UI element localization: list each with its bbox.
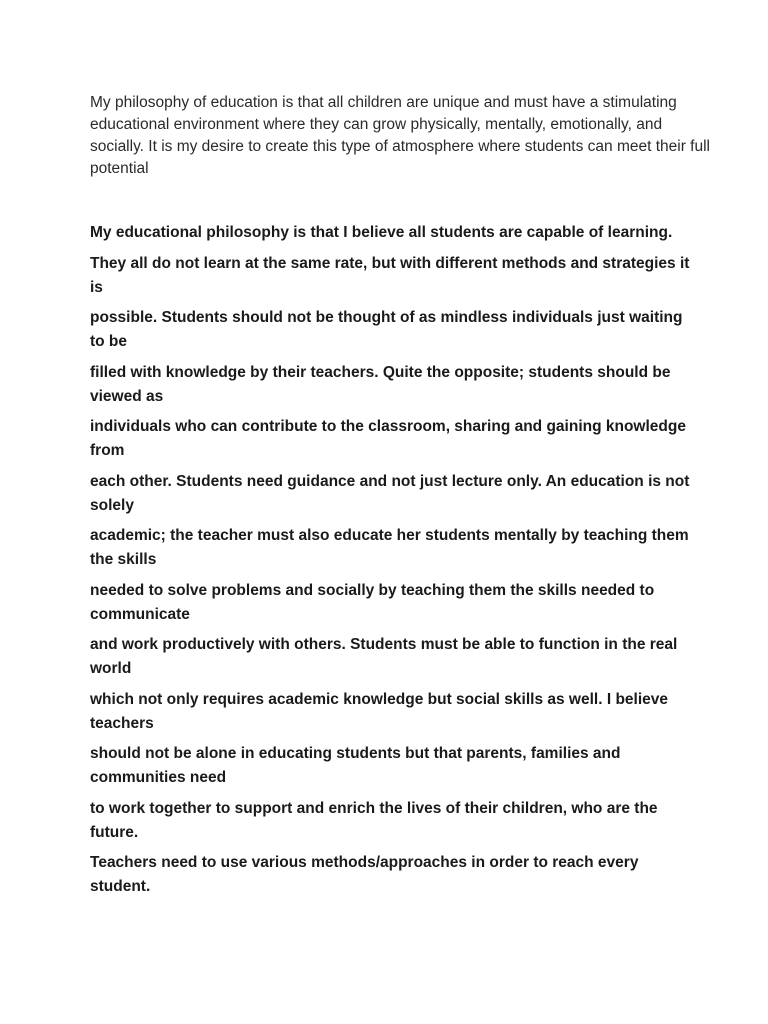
body-line: individuals who can contribute to the classroom, sharing and gaining knowledge from [90,418,686,459]
body-line: filled with knowledge by their teachers. Quite the opposite; students should be viewed as [90,363,671,405]
body-line: My educational philosophy is that I believe all students are capable of learning. [90,224,673,241]
body-line: Teachers need to use various methods/approaches in order to reach every student. [90,854,639,895]
body-line: needed to solve problems and socially by teaching them the skills needed to communicate [90,581,655,623]
body-line: to work together to support and enrich the lives of their children, who are the future. [90,799,658,841]
intro-paragraph: My philosophy of education is that all children are unique and must have a stimulating educational environment where they can grow physically, mentally, emotionally, and socially. It is my desire to create this type of atmosphere where students can meet their full potential [90,94,710,177]
philosophy-body [90,221,690,906]
body-line: academic; the teacher must also educate her students mentally by teaching them the skills [90,527,689,568]
body-line: They all do not learn at the same rate, but with different methods and strategies it is [90,254,690,296]
body-line: which not only requires academic knowledge but social skills as well. I believe teachers [90,690,669,732]
body-line: possible. Students should not be thought of as mindless individuals just waiting to be [90,309,683,350]
body-line: should not be alone in educating students but that parents, families and communities need [90,745,621,786]
body-line: and work productively with others. Students must be able to function in the real world [90,636,678,677]
body-line: each other. Students need guidance and not just lecture only. An education is not solely [90,472,690,514]
